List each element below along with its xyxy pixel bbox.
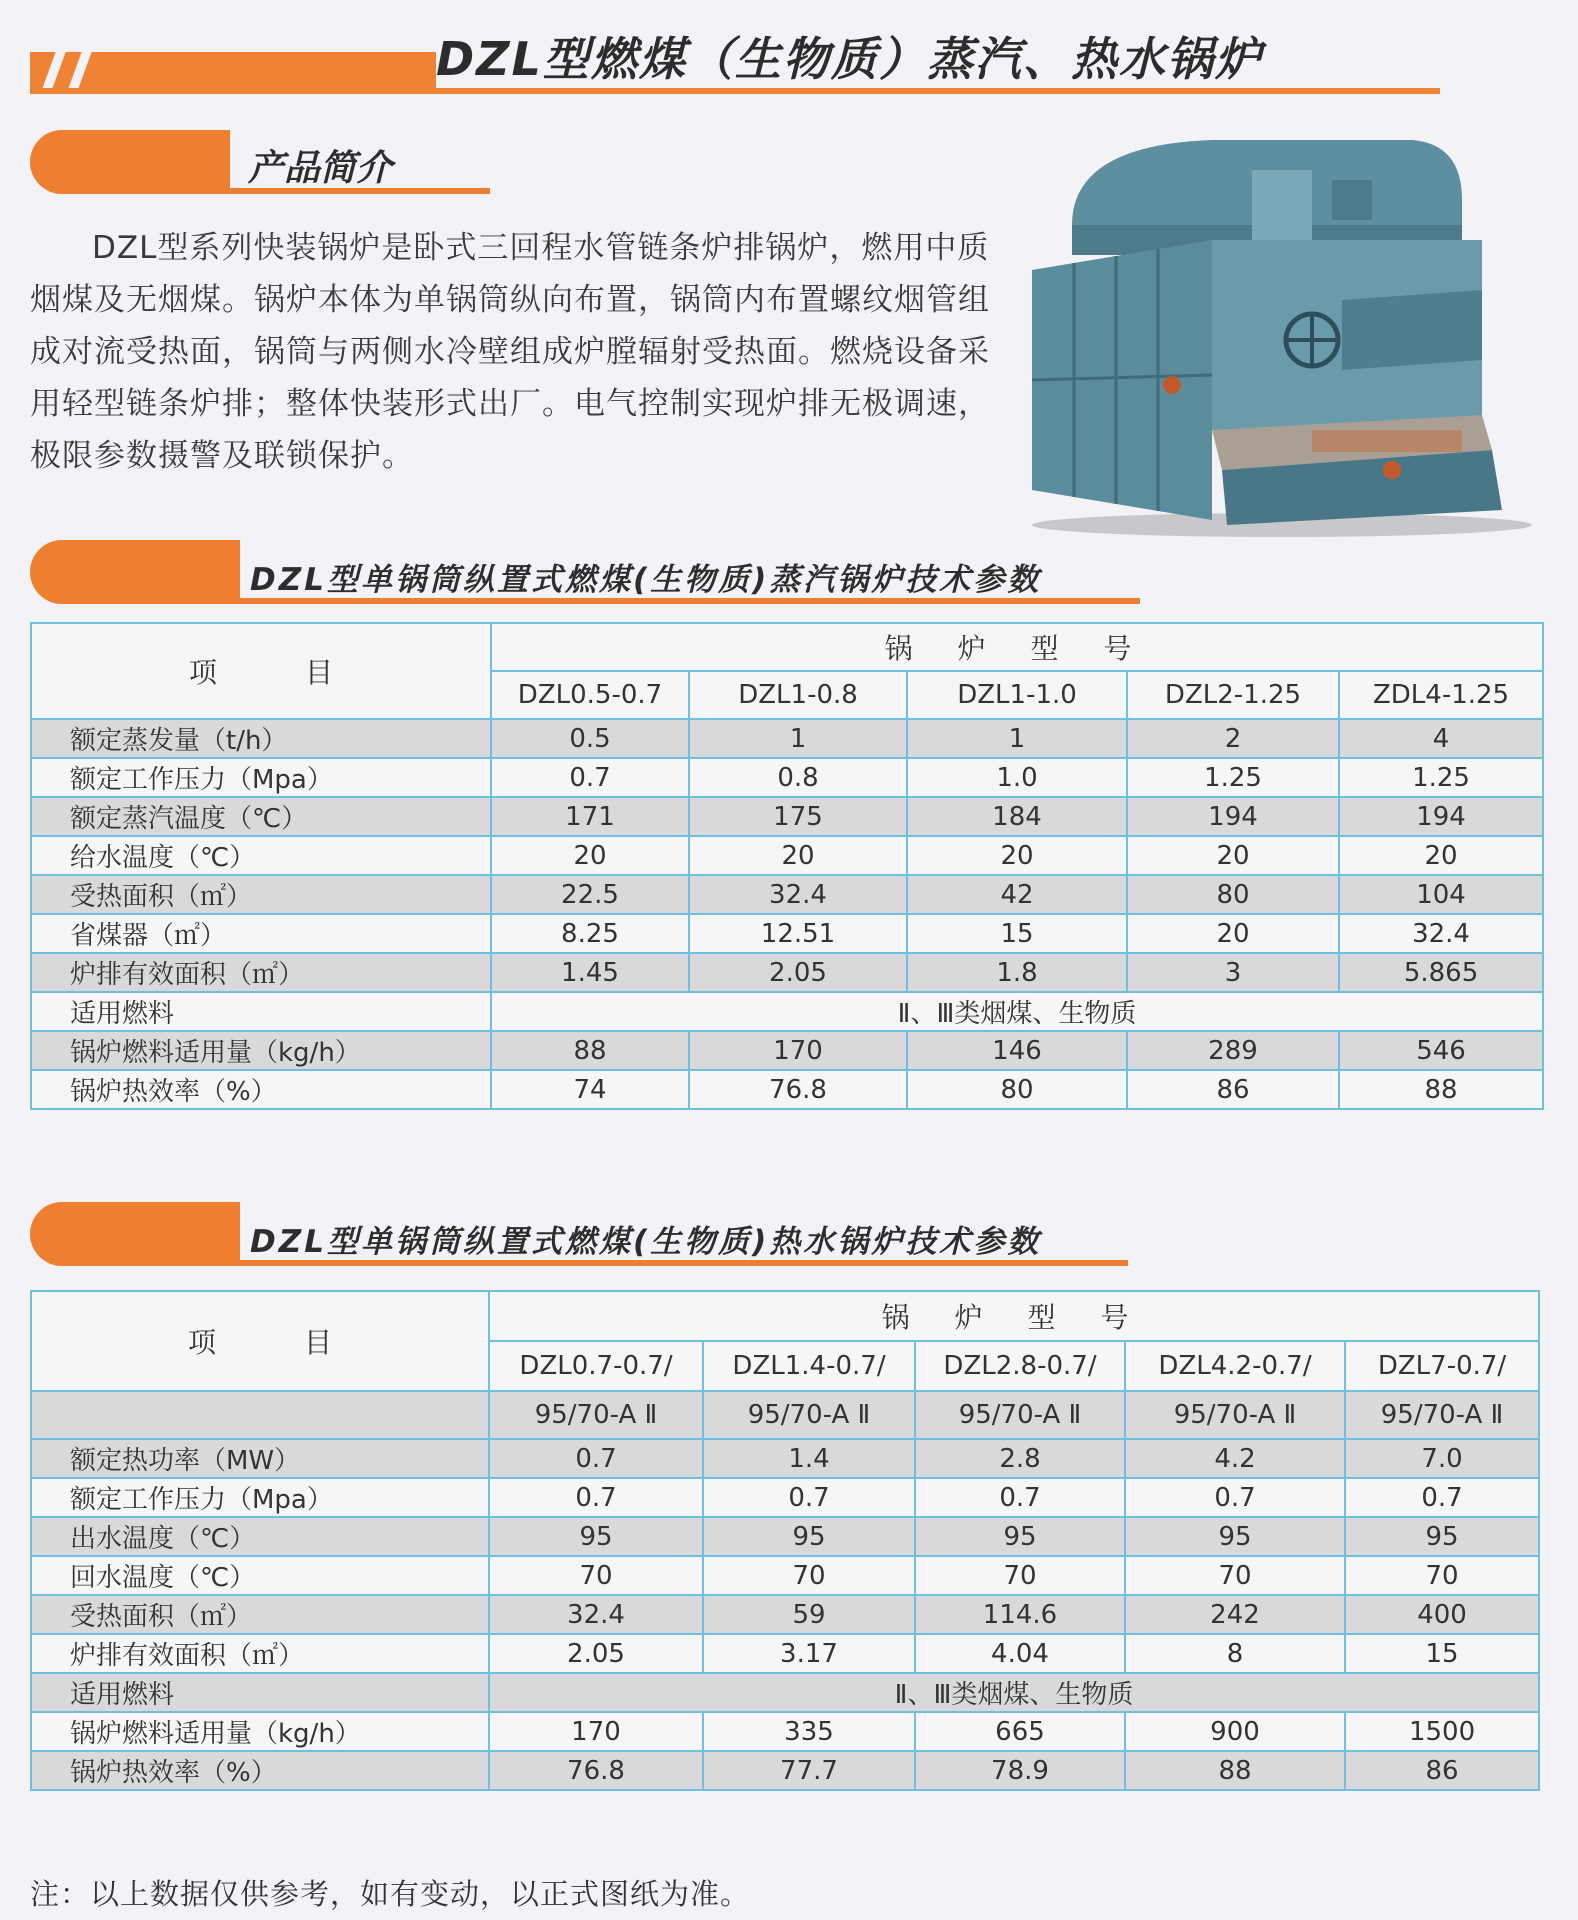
value-cell: 1500 bbox=[1345, 1712, 1539, 1751]
value-cell: 2.05 bbox=[489, 1634, 703, 1673]
value-cell: 104 bbox=[1339, 875, 1543, 914]
value-cell: 78.9 bbox=[915, 1751, 1125, 1790]
table-row bbox=[31, 1595, 1539, 1634]
boiler-icon bbox=[1012, 130, 1532, 540]
value-cell: 80 bbox=[1127, 875, 1339, 914]
value-cell: 4 bbox=[1339, 719, 1543, 758]
value-cell: 1.25 bbox=[1339, 758, 1543, 797]
model-name: DZL7-0.7/ bbox=[1345, 1341, 1539, 1391]
blank-cell bbox=[31, 1391, 489, 1439]
value-cell: 1.0 bbox=[907, 758, 1127, 797]
fuel-value: Ⅱ、Ⅲ类烟煤、生物质 bbox=[491, 992, 1543, 1031]
intro-header bbox=[30, 130, 490, 194]
row-label: 额定热功率（MW） bbox=[31, 1439, 489, 1478]
row-label: 锅炉热效率（%） bbox=[31, 1751, 489, 1790]
value-cell: 95 bbox=[1345, 1517, 1539, 1556]
value-cell: 80 bbox=[907, 1070, 1127, 1109]
row-label: 额定蒸汽温度（℃） bbox=[31, 797, 491, 836]
model-suffix: 95/70-A Ⅱ bbox=[1125, 1391, 1345, 1439]
value-cell: 171 bbox=[491, 797, 689, 836]
value-cell: 70 bbox=[1345, 1556, 1539, 1595]
row-label: 给水温度（℃） bbox=[31, 836, 491, 875]
value-cell: 32.4 bbox=[1339, 914, 1543, 953]
value-cell: 1.4 bbox=[703, 1439, 915, 1478]
model-name: DZL2.8-0.7/ bbox=[915, 1341, 1125, 1391]
value-cell: 900 bbox=[1125, 1712, 1345, 1751]
value-cell: 194 bbox=[1339, 797, 1543, 836]
value-cell: 0.7 bbox=[491, 758, 689, 797]
value-cell: 12.51 bbox=[689, 914, 907, 953]
value-cell: 74 bbox=[491, 1070, 689, 1109]
value-cell: 242 bbox=[1125, 1595, 1345, 1634]
value-cell: 32.4 bbox=[689, 875, 907, 914]
steam-table-heading: DZL型单锅筒纵置式燃煤(生物质)蒸汽锅炉技术参数 bbox=[250, 562, 1042, 598]
model-name: DZL4.2-0.7/ bbox=[1125, 1341, 1345, 1391]
value-cell: 32.4 bbox=[489, 1595, 703, 1634]
value-cell: 70 bbox=[1125, 1556, 1345, 1595]
item-header: 项 目 bbox=[31, 1291, 489, 1391]
value-cell: 76.8 bbox=[689, 1070, 907, 1109]
value-cell: 0.7 bbox=[489, 1478, 703, 1517]
row-label: 额定工作压力（Mpa） bbox=[31, 758, 491, 797]
model-name: DZL1.4-0.7/ bbox=[703, 1341, 915, 1391]
table-row bbox=[31, 914, 1543, 953]
intro-heading: 产品简介 bbox=[248, 148, 393, 189]
row-label: 锅炉燃料适用量（kg/h） bbox=[31, 1031, 491, 1070]
value-cell: 0.7 bbox=[489, 1439, 703, 1478]
row-label: 受热面积（㎡） bbox=[31, 875, 491, 914]
value-cell: 70 bbox=[489, 1556, 703, 1595]
model-name: DZL2-1.25 bbox=[1127, 671, 1339, 719]
table-row bbox=[31, 797, 1543, 836]
water-table-header bbox=[30, 1202, 1128, 1266]
value-cell: 0.5 bbox=[491, 719, 689, 758]
model-suffix: 95/70-A Ⅱ bbox=[915, 1391, 1125, 1439]
value-cell: 95 bbox=[915, 1517, 1125, 1556]
value-cell: 3.17 bbox=[703, 1634, 915, 1673]
model-name: DZL0.5-0.7 bbox=[491, 671, 689, 719]
row-label: 炉排有效面积（㎡） bbox=[31, 953, 491, 992]
value-cell: 0.7 bbox=[915, 1478, 1125, 1517]
value-cell: 76.8 bbox=[489, 1751, 703, 1790]
value-cell: 20 bbox=[1127, 836, 1339, 875]
water-parameter-table bbox=[30, 1290, 1540, 1791]
value-cell: 114.6 bbox=[915, 1595, 1125, 1634]
intro-paragraph: DZL型系列快装锅炉是卧式三回程水管链条炉排锅炉，燃用中质烟煤及无烟煤。锅炉本体为单锅筒纵向布置，锅筒内布置螺纹烟管组成对流受热面，锅筒与两侧水冷壁组成炉膛辐射受热面。燃烧设备采用轻型链条炉排；整体快装形式出厂。电气控制实现炉排无极调速，极限参数摄警及联锁保护。 bbox=[30, 230, 990, 474]
table-row bbox=[31, 1517, 1539, 1556]
value-cell: 175 bbox=[689, 797, 907, 836]
value-cell: 665 bbox=[915, 1712, 1125, 1751]
value-cell: 5.865 bbox=[1339, 953, 1543, 992]
value-cell: 1.8 bbox=[907, 953, 1127, 992]
value-cell: 8 bbox=[1125, 1634, 1345, 1673]
table-row bbox=[31, 1634, 1539, 1673]
steam-table-header bbox=[30, 540, 1140, 604]
value-cell: 289 bbox=[1127, 1031, 1339, 1070]
model-name: DZL1-0.8 bbox=[689, 671, 907, 719]
table-row bbox=[31, 1751, 1539, 1790]
table-row bbox=[31, 836, 1543, 875]
row-label: 适用燃料 bbox=[31, 992, 491, 1031]
value-cell: 20 bbox=[689, 836, 907, 875]
value-cell: 15 bbox=[907, 914, 1127, 953]
value-cell: 20 bbox=[491, 836, 689, 875]
model-suffix: 95/70-A Ⅱ bbox=[703, 1391, 915, 1439]
value-cell: 22.5 bbox=[491, 875, 689, 914]
row-label: 受热面积（㎡） bbox=[31, 1595, 489, 1634]
value-cell: 86 bbox=[1345, 1751, 1539, 1790]
value-cell: 184 bbox=[907, 797, 1127, 836]
value-cell: 4.04 bbox=[915, 1634, 1125, 1673]
value-cell: 15 bbox=[1345, 1634, 1539, 1673]
table-row bbox=[31, 1439, 1539, 1478]
value-cell: 95 bbox=[489, 1517, 703, 1556]
value-cell: 95 bbox=[1125, 1517, 1345, 1556]
steam-parameter-table bbox=[30, 622, 1544, 1110]
value-cell: 335 bbox=[703, 1712, 915, 1751]
model-name: DZL1-1.0 bbox=[907, 671, 1127, 719]
table-row bbox=[31, 1556, 1539, 1595]
footnote: 注：以上数据仅供参考，如有变动，以正式图纸为准。 bbox=[30, 1877, 751, 1911]
table-row bbox=[31, 719, 1543, 758]
table-row bbox=[31, 758, 1543, 797]
model-suffix: 95/70-A Ⅱ bbox=[489, 1391, 703, 1439]
row-label: 额定蒸发量（t/h） bbox=[31, 719, 491, 758]
table-row bbox=[31, 1712, 1539, 1751]
page-title: DZL型燃煤（生物质）蒸汽、热水锅炉 bbox=[436, 24, 1366, 88]
row-label: 额定工作压力（Mpa） bbox=[31, 1478, 489, 1517]
value-cell: 20 bbox=[1339, 836, 1543, 875]
fuel-value: Ⅱ、Ⅲ类烟煤、生物质 bbox=[489, 1673, 1539, 1712]
table-row bbox=[31, 992, 1543, 1031]
value-cell: 2.8 bbox=[915, 1439, 1125, 1478]
model-name: ZDL4-1.25 bbox=[1339, 671, 1543, 719]
value-cell: 59 bbox=[703, 1595, 915, 1634]
value-cell: 20 bbox=[907, 836, 1127, 875]
row-label: 出水温度（℃） bbox=[31, 1517, 489, 1556]
value-cell: 4.2 bbox=[1125, 1439, 1345, 1478]
value-cell: 170 bbox=[689, 1031, 907, 1070]
value-cell: 88 bbox=[1339, 1070, 1543, 1109]
value-cell: 70 bbox=[703, 1556, 915, 1595]
value-cell: 1.25 bbox=[1127, 758, 1339, 797]
value-cell: 7.0 bbox=[1345, 1439, 1539, 1478]
table-row bbox=[31, 953, 1543, 992]
value-cell: 400 bbox=[1345, 1595, 1539, 1634]
value-cell: 8.25 bbox=[491, 914, 689, 953]
value-cell: 70 bbox=[915, 1556, 1125, 1595]
value-cell: 2 bbox=[1127, 719, 1339, 758]
model-header: 锅 炉 型 号 bbox=[491, 623, 1543, 671]
model-name: DZL0.7-0.7/ bbox=[489, 1341, 703, 1391]
value-cell: 170 bbox=[489, 1712, 703, 1751]
value-cell: 1 bbox=[907, 719, 1127, 758]
row-label: 省煤器（㎡） bbox=[31, 914, 491, 953]
model-header: 锅 炉 型 号 bbox=[489, 1291, 1539, 1341]
intro-text-block bbox=[30, 222, 1000, 482]
row-label: 回水温度（℃） bbox=[31, 1556, 489, 1595]
value-cell: 20 bbox=[1127, 914, 1339, 953]
water-table-heading: DZL型单锅筒纵置式燃煤(生物质)热水锅炉技术参数 bbox=[250, 1224, 1042, 1260]
value-cell: 0.7 bbox=[1125, 1478, 1345, 1517]
table-row bbox=[31, 1031, 1543, 1070]
value-cell: 1 bbox=[689, 719, 907, 758]
value-cell: 194 bbox=[1127, 797, 1339, 836]
value-cell: 95 bbox=[703, 1517, 915, 1556]
value-cell: 88 bbox=[491, 1031, 689, 1070]
value-cell: 0.8 bbox=[689, 758, 907, 797]
value-cell: 2.05 bbox=[689, 953, 907, 992]
table-row bbox=[31, 875, 1543, 914]
row-label: 适用燃料 bbox=[31, 1673, 489, 1712]
value-cell: 146 bbox=[907, 1031, 1127, 1070]
value-cell: 86 bbox=[1127, 1070, 1339, 1109]
row-label: 锅炉燃料适用量（kg/h） bbox=[31, 1712, 489, 1751]
row-label: 锅炉热效率（%） bbox=[31, 1070, 491, 1109]
table-row bbox=[31, 1070, 1543, 1109]
table-row bbox=[31, 1673, 1539, 1712]
value-cell: 3 bbox=[1127, 953, 1339, 992]
value-cell: 1.45 bbox=[491, 953, 689, 992]
value-cell: 0.7 bbox=[703, 1478, 915, 1517]
model-suffix: 95/70-A Ⅱ bbox=[1345, 1391, 1539, 1439]
value-cell: 0.7 bbox=[1345, 1478, 1539, 1517]
item-header: 项 目 bbox=[31, 623, 491, 719]
value-cell: 546 bbox=[1339, 1031, 1543, 1070]
row-label: 炉排有效面积（㎡） bbox=[31, 1634, 489, 1673]
value-cell: 42 bbox=[907, 875, 1127, 914]
table-row bbox=[31, 1478, 1539, 1517]
value-cell: 77.7 bbox=[703, 1751, 915, 1790]
value-cell: 88 bbox=[1125, 1751, 1345, 1790]
